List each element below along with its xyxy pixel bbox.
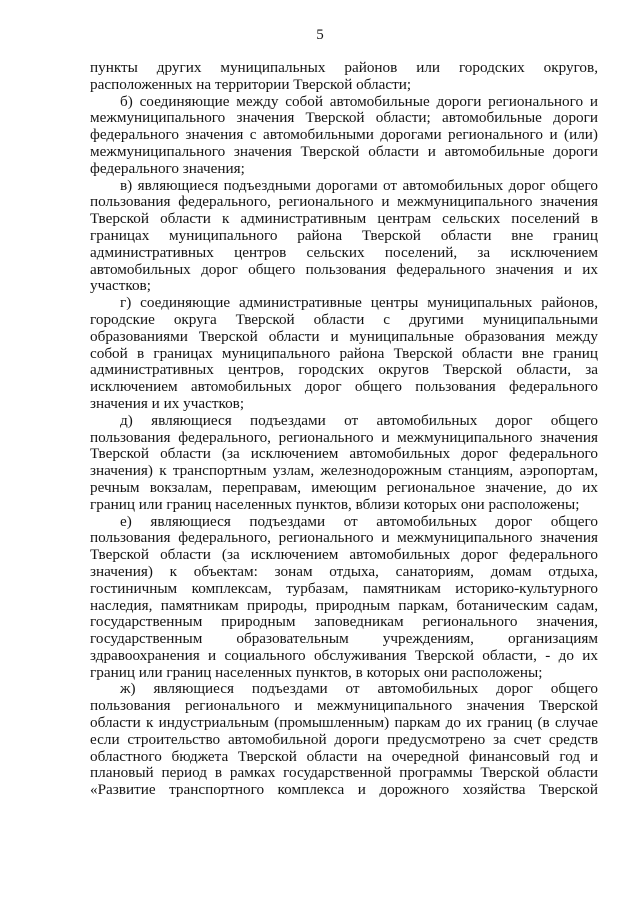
text-line: д) являющиеся подъездами от автомобильных дорог общего — [120, 412, 598, 429]
text-line: межмуниципального значения Тверской области; автомобильные дороги — [90, 110, 598, 127]
text-line: межмуниципального значения Тверской области и автомобильные дороги — [90, 143, 598, 160]
text-line: федерального значения; — [90, 160, 245, 177]
text-line: административных центров, городских округов Тверской области, за — [90, 362, 598, 379]
text-line: городские округа Тверской области с другими муниципальными — [90, 311, 598, 328]
text-line: если строительство автомобильной дороги предусмотрено за счет средств — [90, 731, 598, 748]
text-line: исключением автомобильных дорог общего пользования федерального — [90, 379, 598, 396]
text-line: значения) к объектам: зонам отдыха, санаториям, домам отдыха, — [90, 563, 598, 580]
text-line: е) являющиеся подъездами от автомобильных дорог общего — [120, 513, 598, 530]
text-line: плановый период в рамках государственной программы Тверской области — [90, 765, 598, 782]
text-line: области к индустриальным (промышленным) паркам до их границ (в случае — [90, 715, 598, 732]
text-line: ж) являющиеся подъездами от автомобильных дорог общего — [120, 681, 598, 698]
text-line: наследия, памятникам природы, природным паркам, ботаническим садам, — [90, 597, 598, 614]
text-line: государственным природным заповедникам регионального значения, — [90, 614, 598, 631]
text-line: Тверской области (за исключением автомобильных дорог федерального — [90, 547, 598, 564]
text-line: пользования федерального, регионального и межмуниципального значения — [90, 530, 598, 547]
text-line: пользования федерального, регионального и межмуниципального значения — [90, 429, 598, 446]
text-line: собой в границах муниципального района Тверской области вне границ — [90, 345, 598, 362]
text-line: значения) к транспортным узлам, железнодорожным станциям, аэропортам, — [90, 463, 598, 480]
text-line: границах муниципального района Тверской области вне границ — [90, 227, 598, 244]
text-line: границ или границ населенных пунктов, вблизи которых они расположены; — [90, 496, 580, 513]
paragraph — [90, 178, 598, 296]
text-line: г) соединяющие административные центры муниципальных районов, — [120, 295, 598, 312]
text-line: участков; — [90, 278, 151, 295]
paragraph — [90, 60, 598, 94]
text-line: Тверской области к административным центрам сельских поселений в — [90, 211, 598, 228]
paragraph — [90, 295, 598, 413]
text-line: гостиничным комплексам, турбазам, памятникам историко-культурного — [90, 580, 598, 597]
text-line: федерального значения с автомобильными дорогами регионального и (или) — [90, 127, 598, 144]
text-line: административных центров сельских поселений, за исключением — [90, 244, 598, 261]
paragraph — [90, 413, 598, 514]
text-line: «Развитие транспортного комплекса и дорожного хозяйства Тверской — [90, 782, 598, 799]
paragraph — [90, 681, 598, 799]
text-line: расположенных на территории Тверской области; — [90, 76, 412, 93]
document-body — [90, 60, 598, 799]
text-line: речным вокзалам, переправам, имеющим региональное значение, до их — [90, 479, 598, 496]
text-line: здравоохранения и социального обслуживания Тверской области, - до их — [90, 647, 598, 664]
page-number: 5 — [316, 27, 324, 43]
paragraph — [90, 514, 598, 682]
text-line: пользования федерального, регионального и межмуниципального значения — [90, 194, 598, 211]
text-line: в) являющиеся подъездными дорогами от автомобильных дорог общего — [120, 177, 598, 194]
text-line: автомобильных дорог общего пользования федерального значения и их — [90, 261, 598, 278]
paragraph — [90, 94, 598, 178]
text-line: пункты других муниципальных районов или городских округов, — [90, 60, 598, 76]
text-line: значения и их участков; — [90, 395, 245, 412]
text-line: пользования регионального и межмуниципального значения Тверской — [90, 698, 598, 715]
text-line: государственным образовательным учреждениям, организациям — [90, 631, 598, 648]
text-line: областного бюджета Тверской области на очередной финансовый год и — [90, 748, 598, 765]
text-line: образованиями Тверской области и муниципальные образования между — [90, 328, 598, 345]
text-line: границ или границ населенных пунктов, в которых они расположены; — [90, 664, 543, 681]
text-line: б) соединяющие между собой автомобильные дороги регионального и — [120, 93, 598, 110]
text-line: Тверской области (за исключением автомобильных дорог федерального — [90, 446, 598, 463]
